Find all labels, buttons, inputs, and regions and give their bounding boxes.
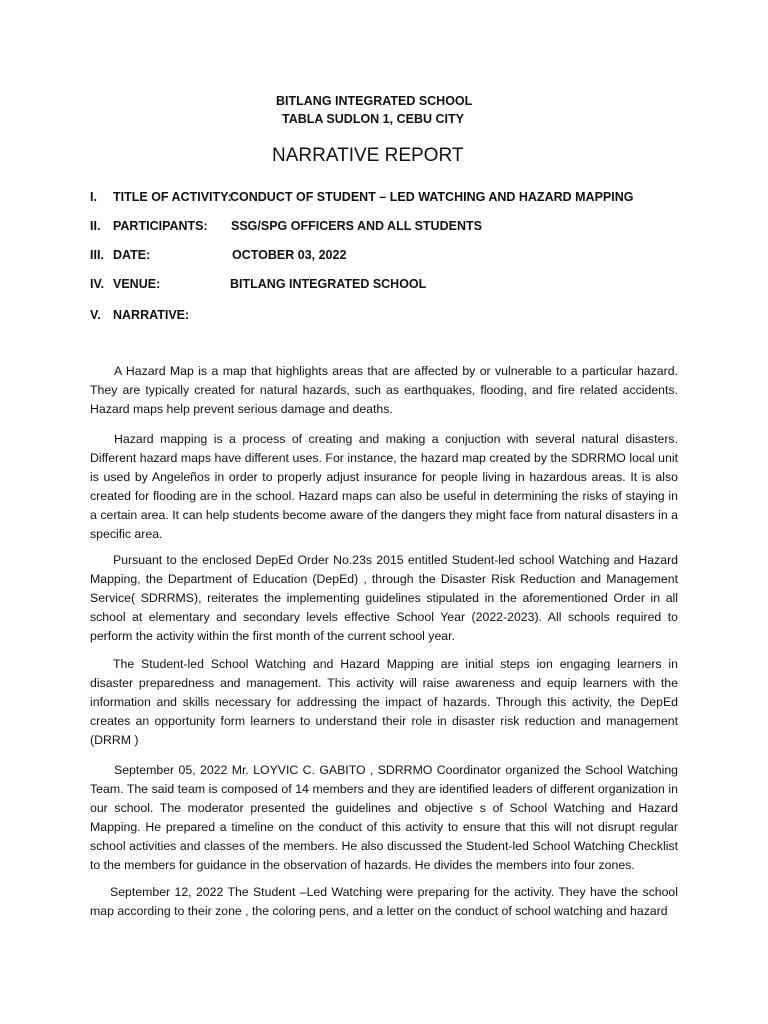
item-number: I. [90,190,97,204]
item-number: IV. [90,277,105,291]
item-label: DATE: [113,248,151,262]
item-number: V. [90,308,101,322]
narrative-paragraph: September 12, 2022 The Student –Led Watching were preparing for the activity. They have the school map according to their zone , the coloring pens, and a letter on the conduct of school watching and hazard [90,885,678,918]
item-value: OCTOBER 03, 2022 [232,248,347,262]
item-label: VENUE: [113,277,161,291]
report-title: NARRATIVE REPORT [272,145,464,166]
narrative-paragraph: Pursuant to the enclosed DepEd Order No.23s 2015 entitled Student-led school Watching and Hazard Mapping, the Department of Education (DepEd) , through the Disaster Risk Reduction and Management Service( SDRRMS), reiterates the implementing guidelines stipulated in the aforementioned Order in all school at elementary and secondary levels effective School Year (2022-2023). All schools required to perform the activity within the first month of the current school year. [90,553,678,643]
narrative-paragraph: The Student-led School Watching and Hazard Mapping are initial steps ion engaging learners in disaster preparedness and management. This activity will raise awareness and equip learners with the information and skills necessary for addressing the impact of hazards. Through this activity, the DepEd creates an opportunity form learners to understand their role in disaster risk reduction and management (DRRM ) [90,657,678,747]
narrative-paragraph: Hazard mapping is a process of creating and making a conjuction with several natural disasters. Different hazard maps have different uses. For instance, the hazard map created by the SDRRMO local unit is used by Angeleños in order to properly adjust insurance for people living in hazardous areas. It is also created for flooding are in the school. Hazard maps can also be useful in determining the risks of staying in a certain area. It can help students become aware of the dangers they might face from natural disasters in a specific area. [90,432,678,541]
school-name: BITLANG INTEGRATED SCHOOL [276,94,473,108]
item-label: NARRATIVE: [113,308,190,322]
item-label: TITLE OF ACTIVITY: [113,190,232,204]
school-address: TABLA SUDLON 1, CEBU CITY [282,112,464,126]
item-number: III. [90,248,104,262]
item-number: II. [90,219,101,233]
item-value: BITLANG INTEGRATED SCHOOL [230,277,427,291]
item-label: PARTICIPANTS: [113,219,208,233]
item-value: CONDUCT OF STUDENT – LED WATCHING AND HAZARD MAPPING [230,190,634,204]
item-value: SSG/SPG OFFICERS AND ALL STUDENTS [231,219,482,233]
narrative-paragraph: A Hazard Map is a map that highlights areas that are affected by or vulnerable to a particular hazard. They are typically created for natural hazards, such as earthquakes, flooding, and fire related accidents. Hazard maps help prevent serious damage and deaths. [90,364,678,416]
narrative-paragraph: September 05, 2022 Mr. LOYVIC C. GABITO , SDRRMO Coordinator organized the School Watching Team. The said team is composed of 14 members and they are identified leaders of different organization in our school. The moderator presented the guidelines and objective s of School Watching and Hazard Mapping. He prepared a timeline on the conduct of this activity to ensure that this will not disrupt regular school activities and classes of the members. He also discussed the Student-led School Watching Checklist to the members for guidance in the observation of hazards. He divides the members into four zones. [90,763,678,872]
